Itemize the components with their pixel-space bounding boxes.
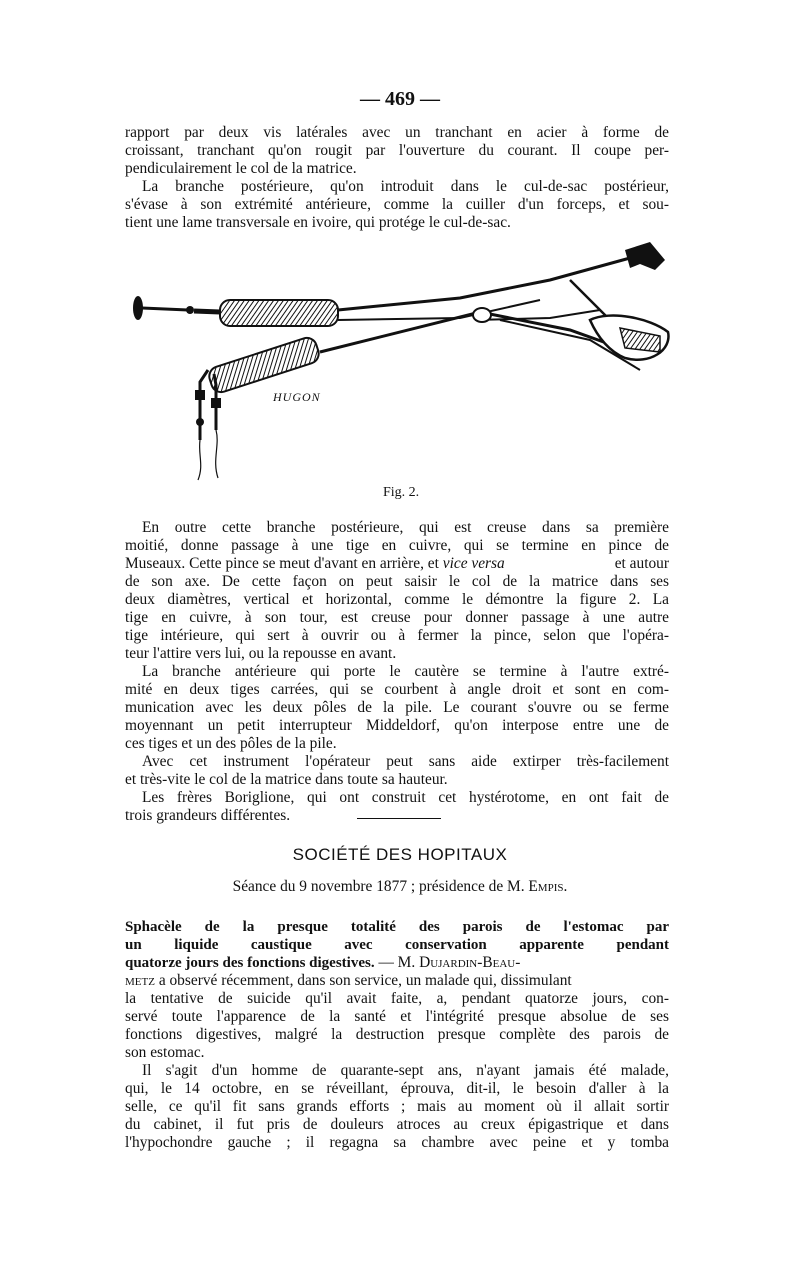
- session-text: Séance du 9 novembre 1877 ; présidence de M.: [232, 878, 525, 895]
- page-number: — 469 —: [360, 88, 440, 110]
- text-line: rapport par deux vis latérales avec un tranchant en acier à forme de: [125, 124, 669, 141]
- section-heading: SOCIÉTÉ DES HOPITAUX: [292, 845, 508, 864]
- text-line: de son axe. De cette façon on peut saisir le col de la matrice dans ses: [125, 573, 669, 590]
- text-line: et très-vite le col de la matrice dans toute sa hauteur.: [125, 771, 448, 788]
- figure-caption: Fig. 2.: [383, 485, 420, 500]
- text-line: son estomac.: [125, 1044, 205, 1061]
- text-line: deux diamètres, vertical et horizontal, comme le démontre la figure 2. La: [125, 591, 669, 608]
- text-line: Il s'agit d'un homme de quarante-sept ans, n'ayant jamais été malade,: [142, 1062, 669, 1079]
- author-prefix: — M.: [378, 954, 416, 971]
- author-name: Dujardin-Beau-: [419, 954, 521, 971]
- president-name: Empis.: [528, 878, 568, 895]
- text-line: [125, 972, 669, 990]
- session-line: [0, 878, 800, 896]
- text-line: selle, ce qu'il fit sans grands efforts ; mais au moment où il allait sortir: [125, 1098, 669, 1115]
- article-title-line: un liquide caustique avec conservation apparente pendant: [125, 937, 669, 953]
- text-line: [125, 555, 669, 573]
- text-line: La branche postérieure, qu'on introduit dans le cul-de-sac postérieur,: [142, 178, 669, 195]
- hysterotome-illustration: [120, 240, 690, 490]
- text-line: pendiculairement le col de la matrice.: [125, 160, 357, 177]
- text-line: trois grandeurs différentes.: [125, 807, 291, 824]
- text-line: du cabinet, il fut pris de douleurs atroces au creux épigastrique et dans: [125, 1116, 669, 1133]
- text-line: [125, 954, 669, 972]
- text-line: tige en cuivre, à son tour, est creuse pour donner passage à une autre: [125, 609, 669, 626]
- text-line: l'hypochondre gauche ; il regagna sa chambre avec peine et y tomba: [125, 1134, 669, 1151]
- text-line: tient une lame transversale en ivoire, qui protége le cul-de-sac.: [125, 214, 511, 231]
- text-line: fonctions digestives, malgré la destruction presque complète des parois de: [125, 1026, 669, 1043]
- text-line: teur l'attire vers lui, ou la repousse en avant.: [125, 645, 397, 662]
- text-line: mité en deux tiges carrées, qui se courbent à angle droit et sont en com-: [125, 681, 669, 698]
- text-span: et autour: [614, 555, 669, 572]
- text-line: Les frères Boriglione, qui ont construit cet hystérotome, en ont fait de: [142, 789, 669, 806]
- text-line: munication avec les deux pôles de la pile. Le courant s'ouvre ou se ferme: [125, 699, 669, 716]
- text-line: En outre cette branche postérieure, qui est creuse dans sa première: [142, 519, 669, 536]
- text-line: croissant, tranchant qu'on rougit par l'ouverture du courant. Il coupe per-: [125, 142, 669, 159]
- text-line: moitié, donne passage à une tige en cuivre, qui se termine en pince de: [125, 537, 669, 554]
- text-line: s'évase à son extrémité antérieure, comme la cuiller d'un forceps, et sou-: [125, 196, 669, 213]
- text-line: moyennant un petit interrupteur Middeldorf, qu'on interpose entre une de: [125, 717, 669, 734]
- text-line: la tentative de suicide qu'il avait faite, a, pendant quatorze jours, con-: [125, 990, 669, 1007]
- text-line: servé toute l'apparence de la santé et l'intégrité presque absolue de ses: [125, 1008, 669, 1025]
- italic-text: vice versa: [442, 555, 505, 572]
- engraver-signature: HUGON: [273, 390, 321, 404]
- article-title-line: quatorze jours des fonctions digestives.: [125, 955, 375, 971]
- text-line: qui, le 14 octobre, en se réveillant, éprouva, dit-il, le besoin d'aller à la: [125, 1080, 669, 1097]
- text-line: Avec cet instrument l'opérateur peut sans aide extirper très-facilement: [142, 753, 669, 770]
- text-line: ces tiges et un des pôles de la pile.: [125, 735, 337, 752]
- author-name-cont: metz: [125, 972, 155, 989]
- section-divider: [357, 818, 441, 819]
- text-line: tige intérieure, qui sert à ouvrir ou à fermer la pince, selon que l'opéra-: [125, 627, 669, 644]
- text-span: a observé récemment, dans son service, un malade qui, dissimulant: [158, 972, 572, 989]
- text-span: Museaux. Cette pince se meut d'avant en arrière, et: [125, 555, 439, 572]
- article-title-line: Sphacèle de la presque totalité des parois de l'estomac par: [125, 919, 669, 935]
- text-line: La branche antérieure qui porte le cautère se termine à l'autre extré-: [142, 663, 669, 680]
